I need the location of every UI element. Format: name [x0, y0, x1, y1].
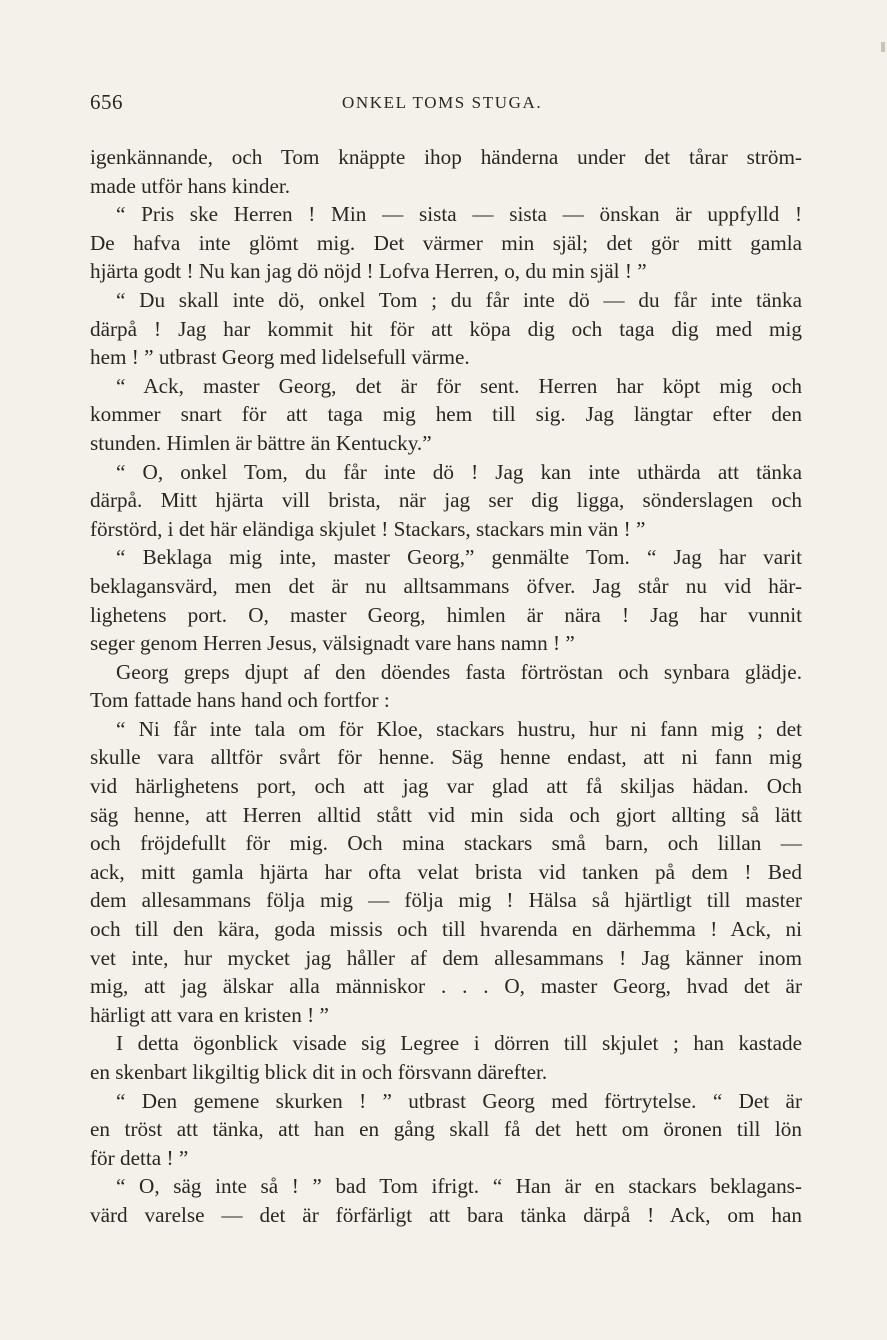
text-line: för detta ! ” [90, 1145, 189, 1170]
text-line: “ O, säg inte så ! ” bad Tom ifrigt. “ Han är en stackars beklagans- [116, 1174, 802, 1199]
text-line: “ Den gemene skurken ! ” utbrast Georg med förtrytelse. “ Det är [116, 1088, 802, 1113]
text-line: därpå. Mitt hjärta vill brista, när jag ser dig ligga, sönderslagen och [90, 488, 802, 513]
running-title: ONKEL TOMS STUGA. [342, 93, 543, 112]
page-header [90, 90, 790, 120]
text-line: ack, mitt gamla hjärta har ofta velat brista vid tanken på dem ! Bed [90, 859, 802, 884]
text-line: värd varelse — det är förfärligt att bara tänka därpå ! Ack, om han [90, 1202, 802, 1227]
text-line: “ O, onkel Tom, du får inte dö ! Jag kan inte uthärda att tänka [116, 459, 802, 484]
text-line: en skenbart likgiltig blick dit in och försvann därefter. [90, 1060, 548, 1084]
page-edge-mark [881, 42, 885, 52]
text-line: “ Ni får inte tala om för Kloe, stackars hustru, hur ni fann mig ; det [116, 716, 802, 741]
text-line: och fröjdefullt för mig. Och mina stackars små barn, och lillan — [90, 831, 802, 856]
text-line: “ Pris ske Herren ! Min — sista — sista — önskan är uppfylld ! [116, 202, 802, 227]
text-line: mig, att jag älskar alla människor . . . O, master Georg, hvad det är [90, 974, 802, 999]
text-line: lighetens port. O, master Georg, himlen är nära ! Jag har vunnit [90, 602, 802, 627]
text-line: beklagansvärd, men det är nu alltsammans öfver. Jag står nu vid här- [90, 573, 802, 598]
text-line: “ Ack, master Georg, det är för sent. Herren har köpt mig och [116, 373, 802, 398]
text-line: seger genom Herren Jesus, välsignadt vare hans namn ! ” [90, 631, 575, 656]
text-line: säg henne, att Herren alltid stått vid min sida och gjort allting så lätt [90, 802, 802, 827]
text-line: “ Beklaga mig inte, master Georg,” genmälte Tom. “ Jag har varit [116, 545, 802, 570]
text-line: härligt att vara en kristen ! ” [90, 1002, 329, 1027]
text-line: Tom fattade hans hand och fortfor : [90, 688, 390, 713]
text-line: vet inte, hur mycket jag håller af dem allesammans ! Jag känner inom [90, 945, 802, 970]
text-line: hjärta godt ! Nu kan jag dö nöjd ! Lofva Herren, o, du min själ ! ” [90, 259, 647, 284]
text-line: “ Du skall inte dö, onkel Tom ; du får inte dö — du får inte tänka [116, 287, 802, 312]
text-line: igenkännande, och Tom knäppte ihop händerna under det tårar ström- [90, 145, 802, 169]
text-line: förstörd, i det här eländiga skjulet ! Stackars, stackars min vän ! ” [90, 516, 646, 541]
text-line: och till den kära, goda missis och till hvarenda en därhemma ! Ack, ni [90, 917, 802, 942]
text-line: kommer snart för att taga mig hem till sig. Jag längtar efter den [90, 402, 802, 427]
text-line: Georg greps djupt af den döendes fasta förtröstan och synbara glädje. [116, 659, 802, 684]
page-number: 656 [90, 90, 123, 114]
body-text [90, 143, 802, 1230]
text-line: därpå ! Jag har kommit hit för att köpa dig och taga dig med mig [90, 316, 802, 341]
text-line: stunden. Himlen är bättre än Kentucky.” [90, 430, 432, 455]
text-line: dem allesammans följa mig — följa mig ! Hälsa så hjärtligt till master [90, 888, 802, 913]
text-line: skulle vara alltför svårt för henne. Säg henne endast, att ni fann mig [90, 745, 802, 770]
text-line: hem ! ” utbrast Georg med lidelsefull värme. [90, 345, 470, 370]
text-line: vid härlighetens port, och att jag var glad att få skiljas hädan. Och [90, 774, 802, 799]
text-line: De hafva inte glömt mig. Det värmer min själ; det gör mitt gamla [90, 230, 802, 255]
text-line: made utför hans kinder. [90, 173, 291, 198]
text-line: I detta ögonblick visade sig Legree i dörren till skjulet ; han kastade [116, 1031, 802, 1056]
text-line: en tröst att tänka, att han en gång skall få det hett om öronen till lön [90, 1117, 802, 1142]
